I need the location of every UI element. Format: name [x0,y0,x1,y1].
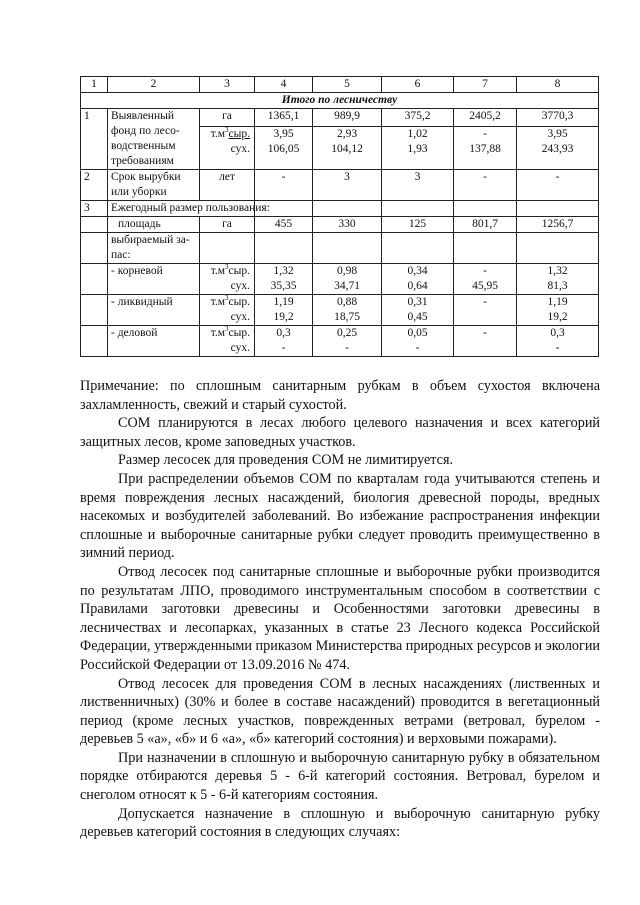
forest-data-table [80,76,599,357]
value-cell: - [454,326,517,357]
value-cell: 0,31 0,45 [382,295,454,326]
value-cell: 1,32 35,35 [255,264,313,295]
row-label: площадь [108,217,200,233]
value-cell: 0,3 - [255,326,313,357]
value-cell: 1,32 81,3 [517,264,599,295]
unit-cell: $т.м^3сыр$. сух. [200,326,255,357]
paragraph: При назначении в сплошную и выборочную санитарную рубку в обязательном порядке отбираются деревья 5 - 6-й категорий состояния. Ветровал, бурелом и снеголом относят к 5 - 6-й категориям состояния. [80,749,600,804]
unit-cell: $т.м^3сыр$. сух. [200,127,255,170]
value-cell: 1,19 19,2 [255,295,313,326]
value-cell: - [255,170,313,201]
column-number-row [81,77,599,93]
value-cell: 3,95 106,05 [255,127,313,170]
value-cell: 3 [313,170,382,201]
value-cell: 1256,7 [517,217,599,233]
col-number: 7 [454,77,517,93]
summary-title-row [81,93,599,109]
value-cell: 2405,2 [454,109,517,127]
value-cell: 801,7 [454,217,517,233]
body-text [80,377,600,842]
value-cell: 3 [382,170,454,201]
col-number: 2 [108,77,200,93]
row-label: - деловой [108,326,200,357]
value-cell: 125 [382,217,454,233]
table-row [81,217,599,233]
col-number: 6 [382,77,454,93]
row-number: 2 [81,170,108,201]
value-cell: 0,98 34,71 [313,264,382,295]
value-cell: - 45,95 [454,264,517,295]
col-number: 4 [255,77,313,93]
summary-title: Итого по лесничеству [81,93,599,109]
table-row [81,233,599,264]
unit-cell: $т.м^3сыр$. сух. [200,264,255,295]
row-number: 1 [81,109,108,170]
unit-cell: га [200,217,255,233]
row-label: Срок вырубки или уборки [108,170,200,201]
value-cell: - [517,170,599,201]
unit-cell: лет [200,170,255,201]
unit-cell: га [200,109,255,127]
row-label: - корневой [108,264,200,295]
paragraph: Отвод лесосек под санитарные сплошные и выборочные рубки производится по результатам ЛПО, проводимого инструментальным способом в соответствии с Правилами заготовки древесины и Особенностями заготовки древесины в лесничествах и лесопарках, указанных в статье 23 Лесного кодекса Российской Федерации, утвержденными приказом Министерства природных ресурсов и экологии Российской Федерации от 13.09.2016 № 474. [80,563,601,673]
value-cell: 1,19 19,2 [517,295,599,326]
row-section-header: Ежегодный размер пользования: [108,201,255,217]
value-cell: 375,2 [382,109,454,127]
col-number: 5 [313,77,382,93]
value-cell: 0,05 - [382,326,454,357]
value-cell: 1,02 1,93 [382,127,454,170]
value-cell: - 137,88 [454,127,517,170]
table-row [81,295,599,326]
paragraph: СОМ планируются в лесах любого целевого назначения и всех категорий защитных лесов, кроме заповедных участков. [80,415,600,450]
value-cell: 3,95 243,93 [517,127,599,170]
value-cell: 0,25 - [313,326,382,357]
table-row [81,201,599,217]
value-cell: 989,9 [313,109,382,127]
col-number: 1 [81,77,108,93]
value-cell: - [454,295,517,326]
value-cell: 330 [313,217,382,233]
col-number: 8 [517,77,599,93]
note-paragraph: Примечание: по сплошным санитарным рубкам в объем сухостоя включена захламленность, свежий и старый сухостой. [80,378,600,413]
paragraph: Отвод лесосек для проведения СОМ в лесных насаждениях (лиственных и лиственничных) (30% и более в составе насаждений) проводится в вегетационный период (кроме лесных участков, поврежденных ветрами (ветровал, бурелом - деревьев 5 «а», «б» и 6 «а», «б» категорий состояния) и верховыми пожарами). [80,675,600,748]
paragraph: Размер лесосек для проведения СОМ не лимитируется. [118,452,454,469]
paragraph: Допускается назначение в сплошную и выборочную санитарную рубку деревьев категорий состояния в следующих случаях: [80,805,600,841]
unit-cell: $т.м^3сыр$. сух. [200,295,255,326]
table-row [81,109,599,127]
value-cell: 0,34 0,64 [382,264,454,295]
table-row [81,264,599,295]
table-row [81,326,599,357]
value-cell: 1365,1 [255,109,313,127]
row-label: Выявленный фонд по лесо- водственным требованиям [108,109,200,170]
col-number: 3 [200,77,255,93]
paragraph: При распределении объемов СОМ по кварталам года учитываются степень и время повреждения лесных насаждений, биология древесной породы, вредных насекомых и возбудителей заболеваний. Во избежание распространения инфекции сплошные и выборочные санитарные рубки следует проводить преимущественно в зимний период. [80,470,600,562]
table-row [81,170,599,201]
value-cell: 2,93 104,12 [313,127,382,170]
row-label: - ликвидный [108,295,200,326]
value-cell: 0,3 - [517,326,599,357]
value-cell: 0,88 18,75 [313,295,382,326]
value-cell: 3770,3 [517,109,599,127]
value-cell: 455 [255,217,313,233]
row-label: выбираемый за- пас: [108,233,200,264]
value-cell: - [454,170,517,201]
row-number: 3 [81,201,108,217]
